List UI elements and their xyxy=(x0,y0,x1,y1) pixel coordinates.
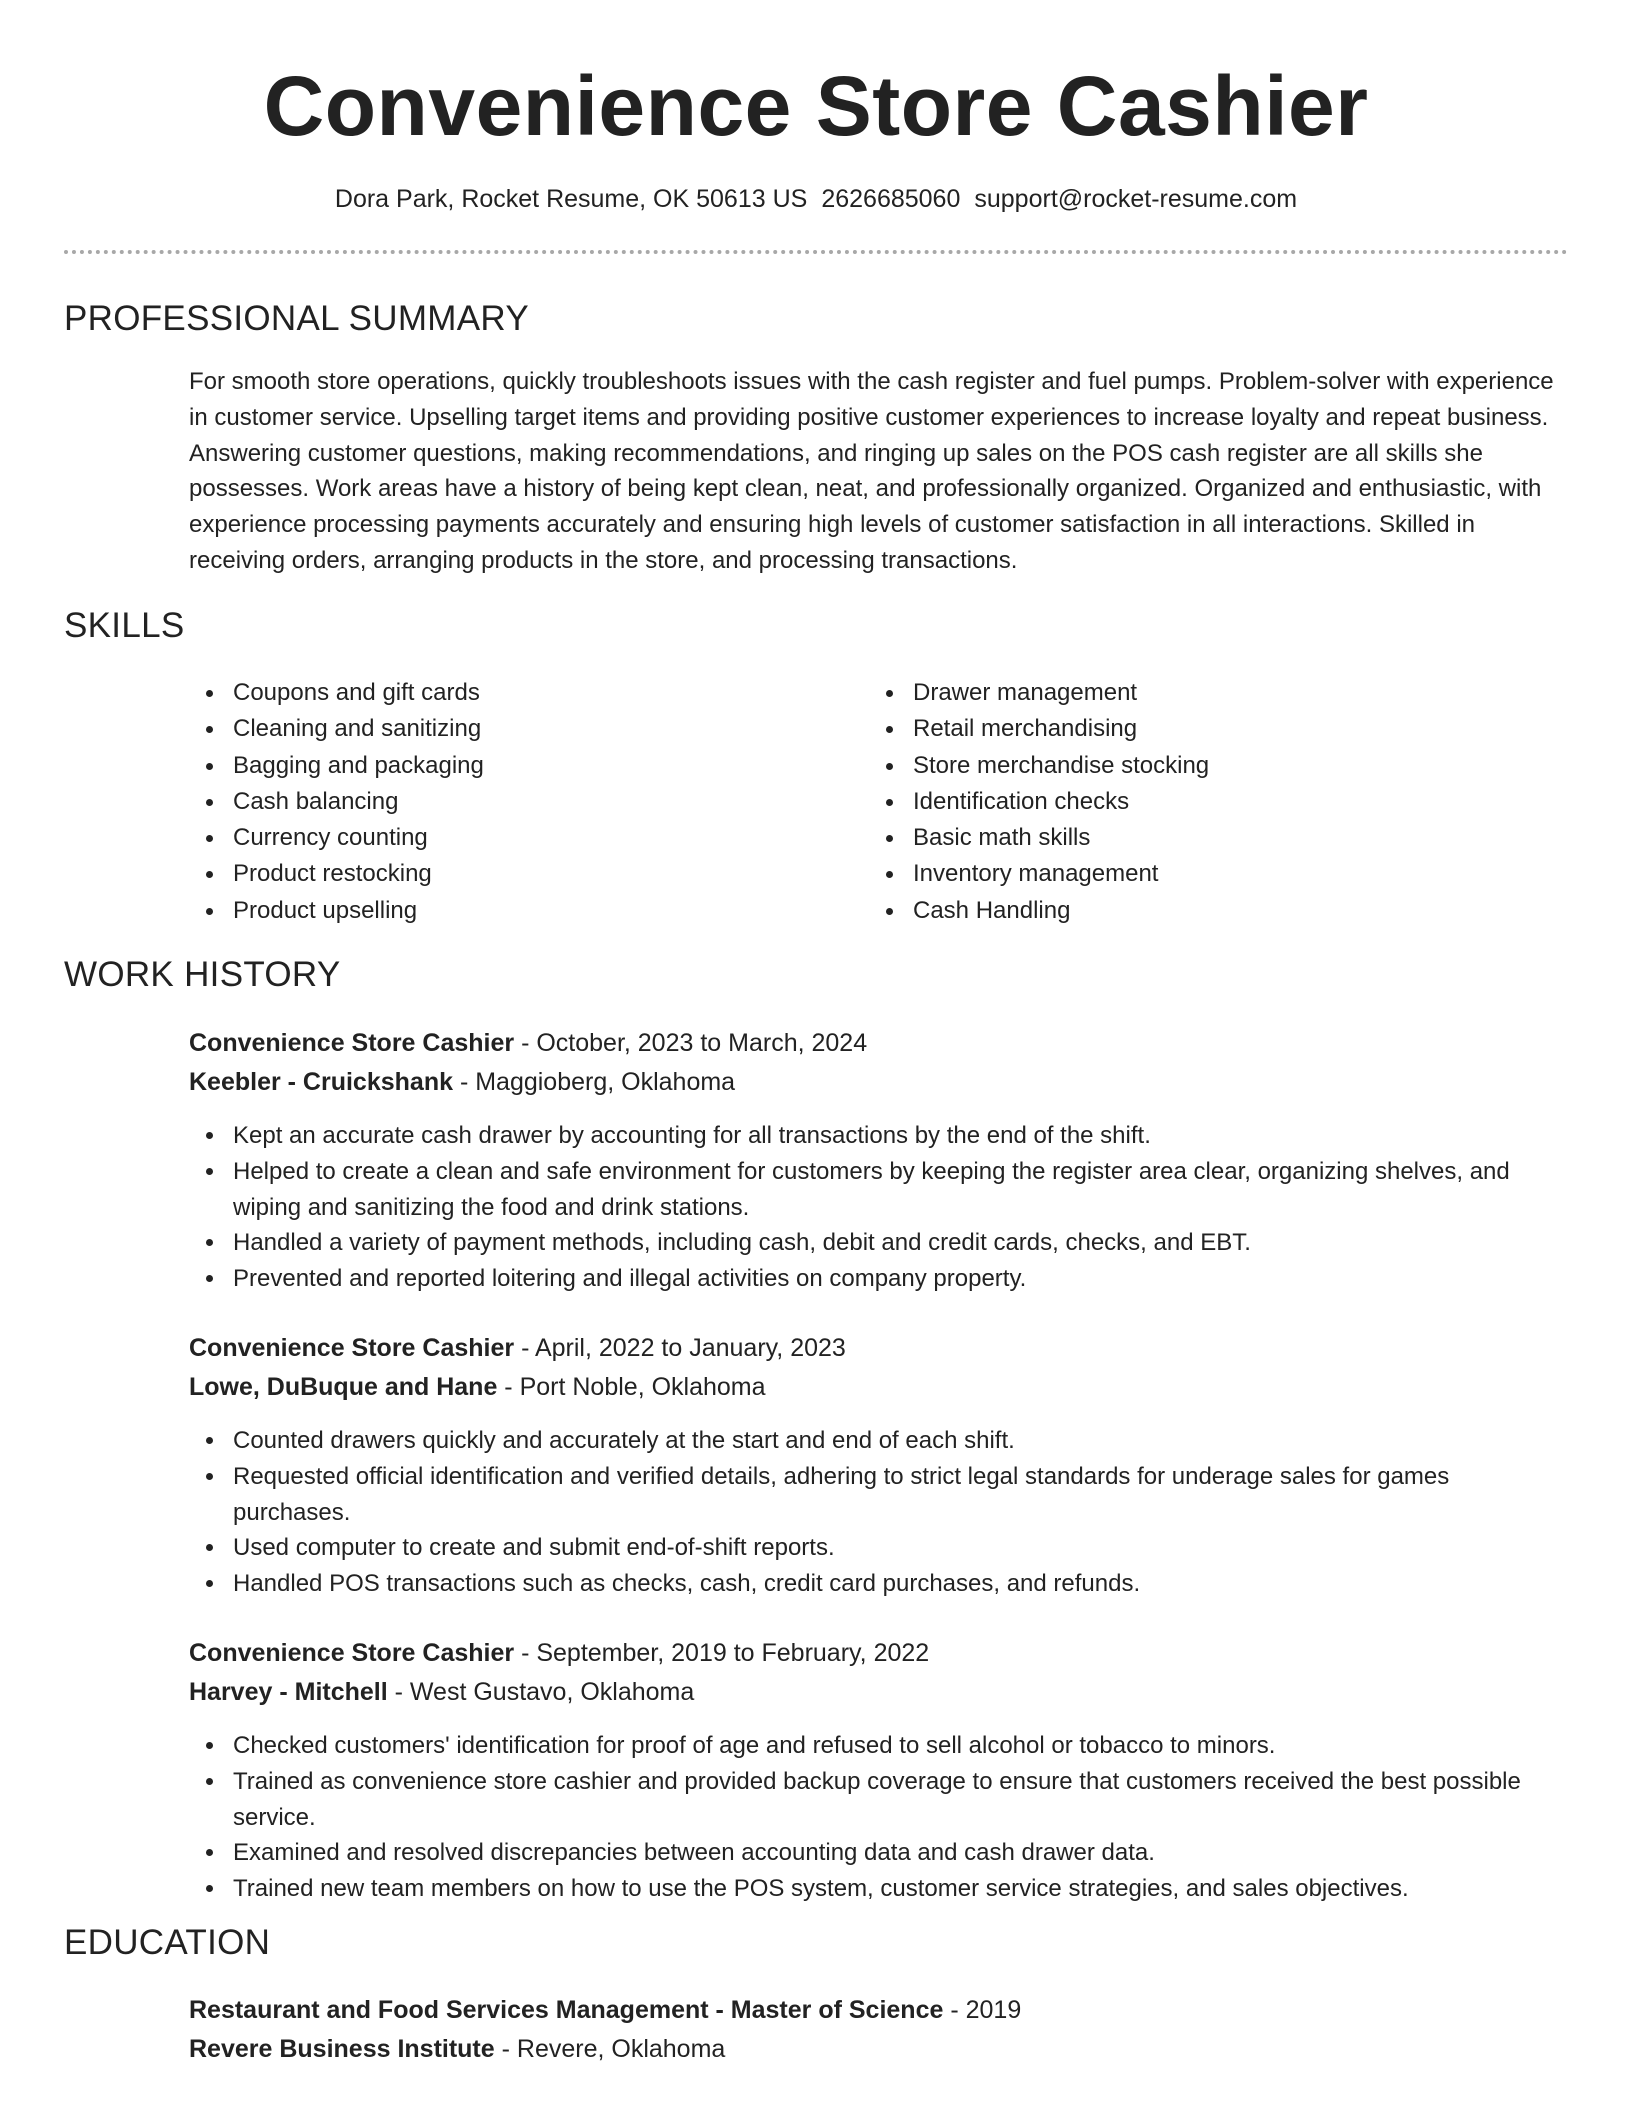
job-company-line xyxy=(189,1063,1569,1102)
job-duty: Requested official identification and verified details, adhering to strict legal standards for underage sales for games purchases. xyxy=(189,1459,1569,1531)
job-duties xyxy=(189,1423,1569,1602)
summary-heading: PROFESSIONAL SUMMARY xyxy=(64,299,529,338)
job-duties xyxy=(189,1118,1569,1297)
job-duty: Used computer to create and submit end-of-shift reports. xyxy=(189,1530,1569,1566)
skill-item: Store merchandise stocking xyxy=(869,748,1509,784)
education-entry xyxy=(189,1991,1569,2069)
job-duty: Handled a variety of payment methods, including cash, debit and credit cards, checks, and EBT. xyxy=(189,1225,1569,1261)
job-dates: - April, 2022 to January, 2023 xyxy=(514,1334,846,1362)
job-company: Harvey - Mitchell xyxy=(189,1678,388,1706)
skill-item: Retail merchandising xyxy=(869,711,1509,747)
skill-item: Cleaning and sanitizing xyxy=(189,711,829,747)
job-duty: Trained new team members on how to use the POS system, customer service strategies, and sales objectives. xyxy=(189,1871,1569,1907)
skill-item: Basic math skills xyxy=(869,820,1509,856)
skill-item: Currency counting xyxy=(189,820,829,856)
contact-email: support@rocket-resume.com xyxy=(974,185,1298,213)
education-degree-line xyxy=(189,1991,1569,2030)
skills-heading: SKILLS xyxy=(64,606,185,645)
work-history-heading: WORK HISTORY xyxy=(64,955,341,994)
job-entry xyxy=(189,1024,1569,1297)
job-company-line xyxy=(189,1673,1569,1712)
skill-item: Cash balancing xyxy=(189,784,829,820)
job-duty: Checked customers' identification for proof of age and refused to sell alcohol or tobacco to minors. xyxy=(189,1728,1569,1764)
skill-item: Identification checks xyxy=(869,784,1509,820)
job-title-line xyxy=(189,1024,1569,1063)
job-dates: - October, 2023 to March, 2024 xyxy=(514,1029,868,1057)
education-heading: EDUCATION xyxy=(64,1923,271,1962)
job-duty: Handled POS transactions such as checks, cash, credit card purchases, and refunds. xyxy=(189,1566,1569,1602)
job-duty: Prevented and reported loitering and illegal activities on company property. xyxy=(189,1261,1569,1297)
skill-item: Drawer management xyxy=(869,675,1509,711)
resume-title: Convenience Store Cashier xyxy=(263,59,1369,153)
job-company-line xyxy=(189,1368,1569,1407)
skill-item: Coupons and gift cards xyxy=(189,675,829,711)
skill-item: Product upselling xyxy=(189,893,829,929)
job-title: Convenience Store Cashier xyxy=(189,1334,515,1362)
job-duty: Counted drawers quickly and accurately at the start and end of each shift. xyxy=(189,1423,1569,1459)
job-entry xyxy=(189,1634,1569,1907)
job-duty: Helped to create a clean and safe environment for customers by keeping the register area clear, organizing shelves, and wiping and sanitizing the food and drink stations. xyxy=(189,1154,1569,1226)
job-title-line xyxy=(189,1634,1569,1673)
skill-item: Bagging and packaging xyxy=(189,748,829,784)
job-entry xyxy=(189,1329,1569,1602)
summary-text: For smooth store operations, quickly troubleshoots issues with the cash register and fuel pumps. Problem-solver with experience in customer service. Upselling target items and providing positive customer experiences to increase loyalty and repeat business. Answering customer questions, making recommendations, and ringing up sales on the POS cash register are all skills she possesses. Work areas have a history of being kept clean, neat, and professionally organized. Organized and enthusiastic, with experience processing payments accurately and ensuring high levels of customer satisfaction in all interactions. Skilled in receiving orders, arranging products in the store, and processing transactions. xyxy=(189,368,1554,574)
job-company: Lowe, DuBuque and Hane xyxy=(189,1373,498,1401)
contact-phone: 2626685060 xyxy=(821,185,961,213)
skill-item: Cash Handling xyxy=(869,893,1509,929)
job-duties xyxy=(189,1728,1569,1907)
header-divider xyxy=(64,250,1568,254)
job-duty: Kept an accurate cash drawer by accounting for all transactions by the end of the shift. xyxy=(189,1118,1569,1154)
skills-list-left xyxy=(189,675,829,929)
skills-list-right xyxy=(869,675,1509,929)
skill-item: Inventory management xyxy=(869,856,1509,892)
job-title-line xyxy=(189,1329,1569,1368)
job-duty: Examined and resolved discrepancies between accounting data and cash drawer data. xyxy=(189,1835,1569,1871)
education-location: - Revere, Oklahoma xyxy=(494,2035,726,2063)
job-title: Convenience Store Cashier xyxy=(189,1639,515,1667)
job-location: - Port Noble, Oklahoma xyxy=(497,1373,766,1401)
education-degree: Restaurant and Food Services Management - Master of Science xyxy=(189,1996,944,2024)
job-company: Keebler - Cruickshank xyxy=(189,1068,453,1096)
education-school: Revere Business Institute xyxy=(189,2035,495,2063)
job-dates: - September, 2019 to February, 2022 xyxy=(514,1639,930,1667)
contact-line xyxy=(0,182,1632,216)
job-duty: Trained as convenience store cashier and provided backup coverage to ensure that customers received the best possible service. xyxy=(189,1764,1569,1836)
skill-item: Product restocking xyxy=(189,856,829,892)
contact-address: Dora Park, Rocket Resume, OK 50613 US xyxy=(334,185,808,213)
job-location: - Maggioberg, Oklahoma xyxy=(453,1068,736,1096)
job-title: Convenience Store Cashier xyxy=(189,1029,515,1057)
education-year: - 2019 xyxy=(943,1996,1022,2024)
education-school-line xyxy=(189,2030,1569,2069)
job-location: - West Gustavo, Oklahoma xyxy=(387,1678,695,1706)
